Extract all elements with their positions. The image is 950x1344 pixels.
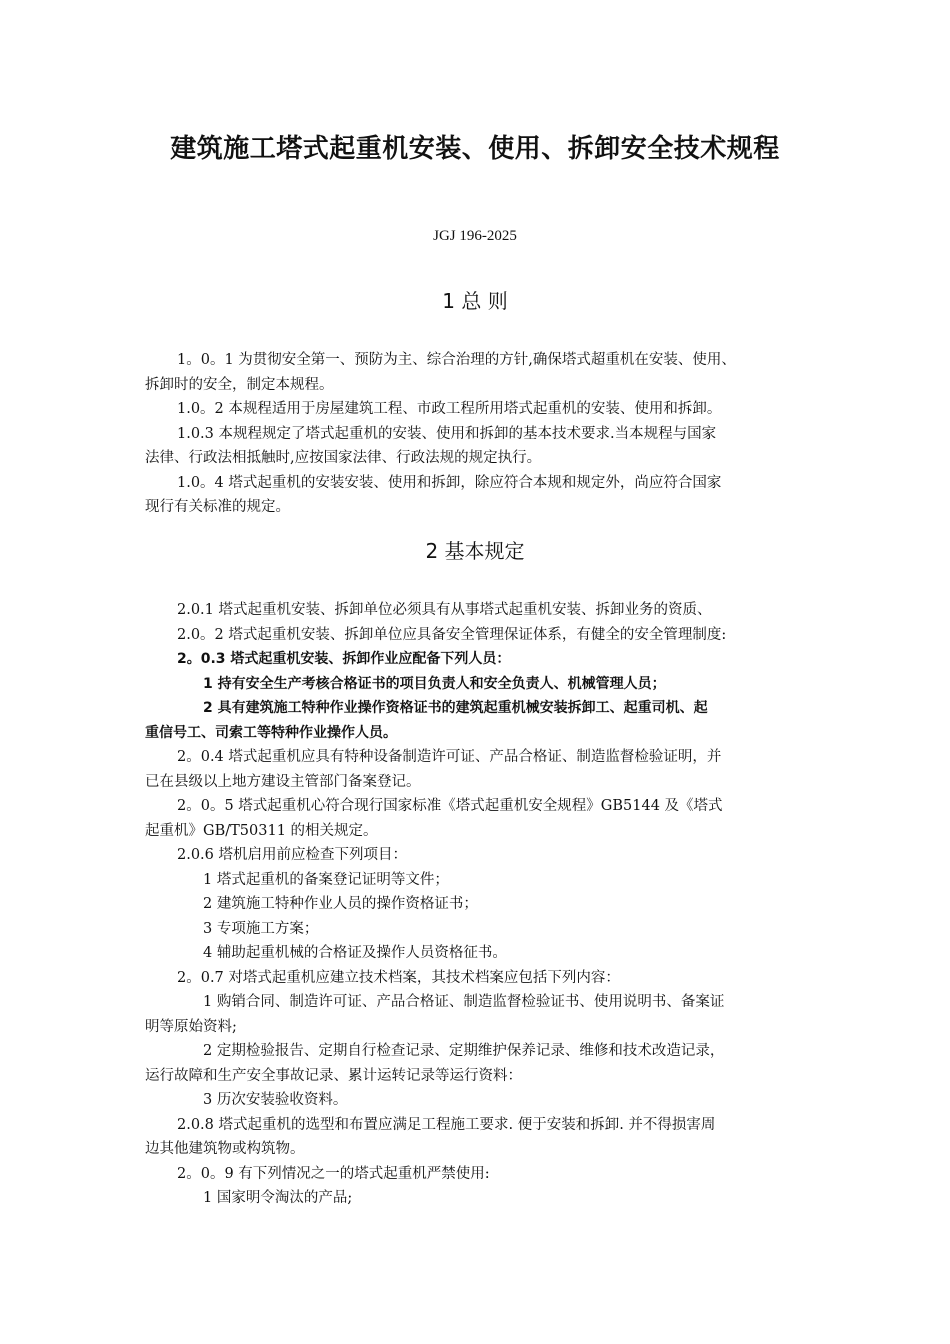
paragraph-line: 现行有关标准的规定。	[145, 499, 290, 515]
list-item: 3 历次安装验收资料。	[203, 1092, 348, 1108]
paragraph-line: 拆卸时的安全，制定本规程。	[145, 376, 334, 393]
paragraph-line: 重信号工、司索工等特种作业操作人员。	[145, 724, 397, 741]
chapter-1-body	[145, 348, 810, 520]
standard-code: JGJ 196-2025	[433, 228, 517, 244]
paragraph-line: 2。0。5 塔式起重机心符合现行国家标准《塔式起重机安全规程》GB5144 及《塔式	[177, 798, 723, 814]
list-item: 4 辅助起重机械的合格证及操作人员资格征书。	[203, 945, 507, 961]
list-item: 2 定期检验报告、定期自行检查记录、定期维护保养记录、维修和技术改造记录，	[203, 1043, 725, 1059]
paragraph-line: 1.0。4 塔式起重机的安装安装、使用和拆卸，除应符合本规和规定外，尚应符合国家	[177, 474, 722, 491]
paragraph-line: 运行故障和生产安全事故记录、累计运转记录等运行资料：	[145, 1067, 522, 1084]
list-item: 1 持有安全生产考核合格证书的项目负责人和安全负责人、机械管理人员；	[203, 675, 666, 692]
paragraph-line: 2。0.3 塔式起重机安装、拆卸作业应配备下列人员：	[177, 651, 511, 667]
paragraph-line: 2.0.6 塔机启用前应检查下列项目：	[177, 847, 408, 863]
list-item: 2 建筑施工特种作业人员的操作资格证书；	[203, 896, 478, 912]
list-item: 2 具有建筑施工特种作业操作资格证书的建筑起重机械安装拆卸工、起重司机、起	[203, 700, 708, 716]
paragraph-line: 已在县级以上地方建设主管部门备案登记。	[145, 773, 421, 790]
paragraph-line: 边其他建筑物或构筑物。	[145, 1141, 305, 1157]
document-title: 建筑施工塔式起重机安装、使用、拆卸安全技术规程	[170, 134, 780, 164]
paragraph-line: 2。0。9 有下列情况之一的塔式起重机严禁使用:	[177, 1165, 490, 1182]
paragraph-line: 2.0.1 塔式起重机安装、拆卸单位必须具有从事塔式起重机安装、拆卸业务的资质、	[177, 602, 712, 618]
paragraph-line: 法律、行政法相抵触时,应按国家法律、行政法规的规定执行。	[145, 450, 542, 466]
list-item: 3 专项施工方案；	[203, 920, 319, 937]
paragraph-line: 2.0。2 塔式起重机安装、拆卸单位应具备安全管理保证体系，有健全的安全管理制度:	[177, 626, 727, 643]
chapter-2-heading: 2 基本规定	[425, 539, 525, 563]
list-item: 1 塔式起重机的备案登记证明等文件；	[203, 871, 449, 888]
list-item: 1 购销合同、制造许可证、产品合格证、制造监督检验证书、使用说明书、备案证	[203, 994, 725, 1010]
paragraph-line: 明等原始资料;	[145, 1018, 237, 1035]
paragraph-line: 2.0.8 塔式起重机的选型和布置应满足工程施工要求. 便于安装和拆卸. 并不得损害周	[177, 1116, 716, 1133]
paragraph-line: 2。0.4 塔式起重机应具有特种设备制造许可证、产品合格证、制造监督检验证明，并	[177, 749, 722, 765]
list-item: 1 国家明令淘汰的产品;	[203, 1190, 353, 1206]
paragraph-line: 2。0.7 对塔式起重机应建立技术档案，其技术档案应包括下列内容：	[177, 969, 620, 986]
paragraph-line: 1.0.3 本规程规定了塔式起重机的安装、使用和拆卸的基本技术要求.当本规程与国家	[177, 425, 717, 442]
paragraph-line: 1。0。1 为贯彻安全第一、预防为主、综合治理的方针,确保塔式超重机在安装、使用、	[177, 352, 736, 368]
chapter-2-body	[145, 598, 810, 1211]
chapter-1-heading: 1 总 则	[442, 289, 508, 313]
paragraph-line: 1.0。2 本规程适用于房屋建筑工程、市政工程所用塔式起重机的安装、使用和拆卸。	[177, 401, 722, 417]
paragraph-line: 起重机》GB/T50311 的相关规定。	[145, 822, 378, 839]
